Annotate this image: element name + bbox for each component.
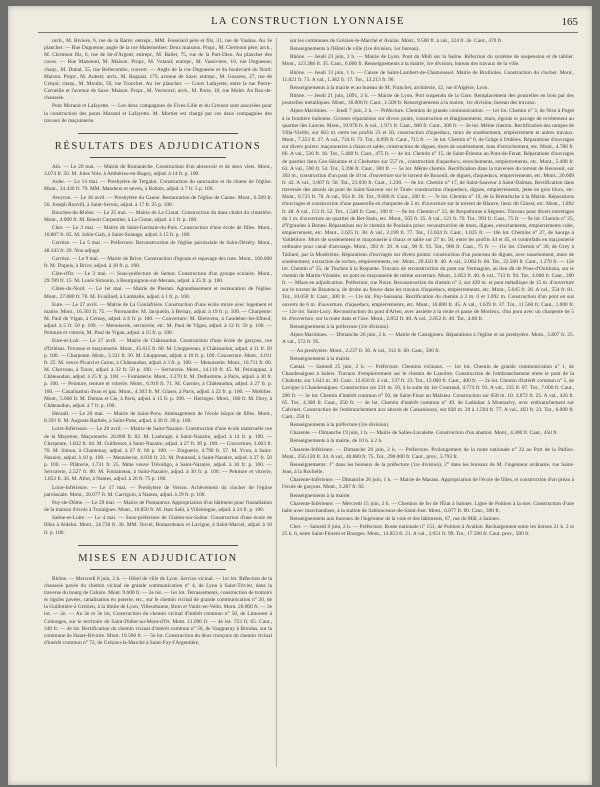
- result-entry: Aube. — Le 14 mai. — Presbytère de Tergalot. Construction du sanctuaire et du chœur de l'église. Mont., 34.430 fr. 79. MM. Mandeux et neveu, à Bobois, adjud. à 7 fr. 5 p. 100.: [44, 179, 272, 193]
- result-entry: Cher. — Le 3 mai. — Mairie de Saint-Germain-du-Puis. Construction d'une école de filles. Mont., 16.867 fr. 85. M. Jobin-Galy, à Saint-Solange, adjud. à 15 fr. p. 100.: [44, 225, 272, 239]
- tender-entry: Renseignements à la préfecture (1re division).: [290, 422, 390, 429]
- section-divider: [90, 569, 227, 570]
- result-entry: Saône-et-Loire. — Le 4 mai. — Sous-préfecture de Chalon-sur-Saône. Construction d'une école de filles à Aldelot. Mont., 24.730 fr. 36. MM. Tercel, Bonnardeaux et Lavigne, à Saint-Marcel, adjud. à 10 fr. p. 100.: [44, 515, 272, 536]
- journal-page: [8, 6, 592, 785]
- tender-entry: Renseignements à la mairie.: [290, 492, 351, 499]
- tender-entry: Rhône. — Jeudi 23 juin, 2 h. — Mairie de Lyon. Pont du Midi sur la Saône. Réfection du système de suspension et de tablier. Mont., 123.386 fr. 35. Caut., 6.000 fr. Renseignements à la mairie, 1re division, bureau des travaux de la ville.: [282, 54, 574, 68]
- mises-list: [44, 576, 272, 648]
- result-entry: Loire-Inférieure. — Le 17 mai. — Presbytère de Vertou. Achèvement du clocher de l'église paroissiale. Mont., 20.677 fr. M. Carrigoin, à Nantes, adjud. à 29 fr. p. 100.: [44, 484, 272, 498]
- result-entry: Eure-et-Loir. — Le 27 avril. — Mairie de Châteaudun. Construction d'une école de garçons, rue d'Orléans. Terrasse et maçonnerie. Mont., 45.615 fr. 60. M. Lhuppereau, à Châteaudun, adjud. à 11 fr. 50 p. 100. — Charpente. Mont., 3.321 fr. 30. M. Lhuppreau, adjud. à 10 fr. p. 100. Couverture. Mont., 4.011 fr. 25. M. veuve Picard et Caron, à Châteaudun, adjud. à 3 fr. p. 100. — Menuiserie. Mont., 10.711 fr. 80. M. Cherveau, à Tours, adjud. à 32 fr. 50 p. 100. — Serrurerie. Mont., 14.110 fr. 45. M. Peinlappaz, à Châteaudun, adjud. à 25 fr. p. 100. — Fumisterie. Mont., 3.270 fr. M. Delhomme, à Paris, adjud. à 30 fr. p. 100. — Peinture, tenture et vitrerie. Mont., 6.910 fr. 71. M. Garnier, à Châteaudun, adjud. à 27 fr. p. 100. — Canalisation d'eau et gaz. Mont., 4.303 fr. M. Glaser, à Paris, adjud. à 22 fr. p. 100. — Mobilier. Mont., 5.666 fr. M. Dumas et Cie, à Paris, adjud. à 15 fr. p. 100. — Horloges. Mont., 180 fr. M. Dory, à Châteaudun, adjud. à 7 fr. p. 100.: [44, 338, 272, 409]
- section-divider: [78, 133, 238, 134]
- result-entry: Ain. — Le 20 mai. — Mairie de Romanèche. Construction d'un abreuvoir et de deux viets. Mont., 3.074 fr. 56. M. Jules Voie, à Ambérieu-en-Bugey, adjud. à 14 fr. p. 100.: [44, 163, 272, 178]
- left-column: [44, 38, 272, 767]
- result-entry: Corrèze. — Le 9 mai. — Mairie de Brive. Construction d'égouts et repavage des rues. Mont., 160.000 fr. M. Dupuis, à Brive, adjud. à 18 fr. p. 100.: [44, 255, 272, 269]
- tender-entry: Renseignements aux bureaux de l'ingénieur de la voie et des bâtiments, 67, rue du Mâl, à Saintes.: [290, 516, 500, 522]
- results-section-title: RÉSULTATS DES ADJUDICATIONS: [54, 140, 262, 152]
- section-divider: [90, 157, 227, 158]
- tender-entry: Alpes-Maritimes. — Jeudi 7 juin, 2 h. — Préfecture. Chemins de grande communication. — 1er lot. Chemin n° 3, de Nice à Puget à la frontière italienne. Grosses réparations sur divers ponts, construction et élargissements, murs, égouts et pavage de revêtement au quartier des Lauves. Mont., 10.970 fr. A val., 1.971 fr. Caut., 600 fr. Caut., 300 fr. — 2e lot. Même chemin. Rectification des rampes de Villa-Vieille, sur 663 m. entre les profils 23 et 50, construction d'aqueducs, murs de soutènement, empierrement et autres travaux. Mont., 7.353 fr. 27. A val., 734 fr. 73. Tot., 8.099 fr. Caut., 715 fr. — 3e lot. Chemin n° 6, de Grâge à Ordères. Réparations d'ouvrages sur divers points: maçonneries à chaux et sable, construction de digues, murs de soutènement, tous d'enrochement, etc. Mont., 4.786 fr. 86. A val., 536 fr. 18. Tot., 5.408 fr. Caut., 475 fr. — 4e lot. Chemin n° 15, de Saint-Étienne au Pont-de-Fenat. Réparations d'ouvrages de quartier dans Ceo-Sézanne et à Chebottes sur 557 m., construction d'aqueducs, enrochements, empierrements, etc. Mont., 5.408 fr. 63. A val., 590 fr. 54. Tot., 5.398 fr. Caut., 300 fr. — 5e lot. Même chemin. Rectification dans la traversée du torrent de Beuxeuil, sur 303 m., construction d'un pont de 10 m. d'ouverture sur le torrent de Buxeuil, de digues, d'aqueducs, empierrements, etc. Mont., 20.609 fr. 42. A val., 3.007 fr. 58. Tot., 23.030 fr. Caut., 1.230. — 6e lot. Chemin n° 17, de Saint-Sauveur à Saint-Dalmas. Rectification dans traversée des abords du pont de Saint-Sauveur sur le Tinée: construction d'aqueducs, digues, empierrements, jetée en gros blocs, etc. Mont., 8.725 fr. 70. A val., 954 fr. 30. Tot., 9.680 fr. Caut., 200 fr. — 7e lot. Chemin n° 19, de la Bréménche à la Mairie. Réparations d'ouvrages et construction d'une passerelle en charpente de 5 m. d'ouverture sur le torrent de Blauve, lieux dit Ginest, etc. Mont., 1.892 fr. 48. A val., 151 fr. 52. Tot., 1.540 fr. Caut., 100 fr. — 8e lot. Chemin n° 22, de Roquebrune à Ségrens. Travaux pour divers entrelages du 1 m. d'ouverture au quartier de Bet-Stain, etc. Mont., 565 fr. 25. A val., 121 fr. 70. Tot., 993 fr. Caut., 75 fr. — 9e lot. Chemin n° 25, d'Ygrandes à Bonne. Réparations sur le chemin de Poulains prise: reconstruction de murs, digues, enrochements, empierrements cube, empierrement, etc. Mont., 3.625 fr. 38. A val., 2.199 fr. 77. Tot., 13.024 fr. Caut., 1.025 fr. — 10e lot. Chemins n° 27, de Saorge à Valdeblore. Murs de soutènement et maçonnerie à chaux et sable sur 27 m. 50, entre les profils 44 et 45, et contrefaits en maçonnerie ordinaire pour canal d'arrosage. Mont., 393 fr. 39. A val., 90 fr. 93. Tot., 900 fr. Caut., 75 fr. — 11e lot. Chemin n° 30, de Grey à Taillaré, par la Modériène. Réparations d'ouvrages sur divers points: construction d'un ponceau de digues, avec tassehoment, murs de soutènement, extraction de roches, empierrements, etc. Mont., 20.450 fr. 40. A val., 2.064 fr. 60. Tot., 22.500 fr. Caut., 1.270 fr. — 12e lot. Chemin n° 35, de Tinchen à la Roquette. Travaux de reconstruction du pont sur Vermaguie, au lieu dit de Pous-d'Ouldrana, sur le chemin de Martin-Vésubie, un pont en maçonnerie de même ouverture. Mont., 2.852 fr. 40. A val., 713 fr. 94. Tot., 4.060 fr. Caut., 200 fr. — Mises en adjudication. Préfecture, rue Noire. Reconstruction du chemin n° 2, sur 420 m. et pont métallique de 15 m. d'ouverture sur le torrent de Bisatenca, de droite au fleuve dans les travaux d'aqueducs, empierrements, etc. Mont., 5.045 fr. 26. A val., 554 fr. 81. Tot., 10.050 fr. Caut., 300 fr. — 11e lot. Puy-Saissana. Rectification du chemin à 2 m. 0 et 1.092 m. Construction d'un pont en sus ouverts de 6 m. d'ouverture, d'aqueducs, empierrements, etc. Mont., 10.800 fr. 45. A val., 1.629 fr. 37. Tot., 11.560 fr. Caut., 1.000 fr. — 12e lot. Saint-Lucy. Reconstruction du pont d'Arlen, avec assiette à la route et passe de Morieux, d'un pont avec un charpente de 5 m. d'ouverture, sur la route dans et l'axe. Mont., 2.852 fr. 40. A val., 2.852 fr. 40. Tot., 4.00 fr.: [282, 108, 574, 322]
- column-divider: [276, 38, 277, 767]
- tender-entry: Renseignements à l'Hôtel de ville (1re division, 1er bureau).: [290, 46, 420, 53]
- result-entry: Eure. — Le 27 avril. — Mairie de La Goulafrière. Construction d'une école mixte avec logement et mairie. Mont., 16.303 fr. 75. — Normandie: M. Jacquelin, à Bernay, adjud. à 19 fr. p. 100. — Charpente: M. Paul de Vigan, à Cernay, adjud. à 8 fr. p. 100. — Couverture: M. Bienvenu, à Caudebec-les-Elbeuf, adjud. à 5 fr. 50 p. 100. — Menuiserie, serrurerie, etc. M. Paul de Vigan, adjud. à 12 fr. 50 p. 100. — Peinture et vitrerie, M. Paul de Vigan, adjud. à 15 fr. p. 100.: [44, 301, 272, 337]
- running-title: LA CONSTRUCTION LYONNAISE: [211, 16, 405, 27]
- tender-entry: sur les communes de Grézieu-le-Marché et Avaize. Mont., 9.500 fr. à val., 224 fr. 2e. Caut., 470 fr.: [290, 38, 503, 44]
- result-entry: Côte-d'Or. — Le 3 mai. — Sous-préfecture de Semur. Construction d'un groupe scolaire. Mont., 29.789 fr. 15. M. Louis Simonin, à Bourguignon-sur-Merans, adjud. à 25 fr. p. 100.: [44, 271, 272, 285]
- result-entry: Corrèze. — Le 5 mai. — Préfecture. Reconstruction de l'église paroissiale de Saint-Dézéry. Mont., 48.343 fr. 20. Non adjugé.: [44, 240, 272, 254]
- tender-entry: Rhône. — Jeudi 13 juin, 1 h. — Caisse de Saint-Lambert-de-Chamoussel. Mairie de Brullioles. Construction du clocher. Mont., 11.821 fr. 73. A val., 1.382 fr. 17. Tot., 13.213 fr. 90.: [282, 69, 574, 83]
- result-entry: Hérault. — Le 20 mai. — Mairie de Saint-Pons. Aménagement de l'école laïque de filles. Mont., 6.393 fr. M. Auguste Barthès, à Saint-Pons, adjud. à 30 fr. 20 p. 100.: [44, 411, 272, 425]
- page-number: 165: [561, 16, 578, 28]
- result-entry: Bouches-du-Rhône. — Le 25 mai. — Mairie de La Ciotat. Construction du dans chalet du cimetière. Mont., 4.000 fr. M. Benoit Carpentier, à La Ciotat, adjud. à 1 fr. p. 100.: [44, 209, 272, 223]
- tender-entry: Cher. — Samedi 9 juin, 2 h. — Préfecture. Route nationale n° 151, de Poitiers à Avallon. Rechargement entre les bornes 21 k. 2 et 25 k. 6, entre Saint-Florent et Bourges. Mont., 14.853 fr. 21. A val., 3.051 fr. 99. Tot., 17.500 fr. Caut. prov., 500 fr.: [282, 524, 574, 538]
- left-top-text: [44, 38, 272, 125]
- result-entry: Loire-Inférieure. — Le 20 avril. — Mairie de Saint-Nazaire. Construction d'une école maternelle rue de la Mayenne, Maçonnerie. 26.806 fr. 82. M. Laubrage, à Saint-Nazaire, adjud. à 14 fr. p. 100. — Charpente, 1.832 fr. 64. M. Guillemot, à Saint-Nazaire, adjud. à 27 fr. 30 p. 100. — Couverture, 3.063 fr. 70. M. Simon, à Chantenay, adjud. à 27 fr. 60 p. 100. — Zinguerie, 4.790 fr. 57. M. Yvon, à Saint-Nazaire, adjud. à 10 p. 100. — Menuiserie, 4.036 fr. 23. M. Prautaud, à Saint-Nazaire, adjud. à 27 fr. 50 p. 100. — Plâtrerie, 1.731 fr. 25. Mme veuve Trévaligo, à Saint-Nazaire, adjud. à 30 fr. p. 100. — Serrurerie, 2.527 fr. 80. M. Fontaineau, à Saint-Nazaire, adjud. à 30 fr. p. 100. — Peinture et vitrerie, 1.853 fr. 36. M. Allot, à Nantes, adjud. à 20 fr. 75 p. 100.: [44, 426, 272, 483]
- tender-entry: Charente. — Dimanche 19 juin, 1 h. — Mairie de Salles-Lavalette. Construction d'un abattoir. Mont., 4.300 fr. Caut., 450 fr.: [290, 430, 558, 437]
- tender-entry: Renseignements: 1° dans les bureaux de la préfecture (1re division), 2° dans les bureaux de M. l'ingénieur ordinaire, rue Saint-Jean, à la Rochelle.: [282, 461, 574, 476]
- tender-entry: Alpes-Maritimes. — Dimanche 26 juin, 2 h. — Mairie de Castagniers. Réparations à l'église et au presbytère. Mont., 5.807 fr. 25. A val., 572 fr. 95.: [282, 332, 574, 346]
- tender-entry: Charente-Inférieure. — Dimanche 26 juin, 1 h. — Mairie de Marans. Appropriation de l'école de filles, et construction d'un préau à l'école de garçons. Mont., 3.287 fr. 92.: [282, 477, 574, 491]
- news-paragraph: Pont Morand et Lafayette. — Les deux compagnies de Fives-Lille et du Creusot sont associées pour la construction des ponts Morand et Lafayette. M. Mortier est chargé par ces deux compagnies des travaux de maçonnerie.: [44, 103, 272, 124]
- mises-section-title: MISES EN ADJUDICATION: [78, 552, 238, 564]
- tender-entry: Rhône. — Mercredi 8 juin, 2 h. — Hôtel de ville de Lyon. Service vicinal. — 1er lot. Réfection de la chaussée pavée du chemin vicinal de grande communication n° 4, de Lyon à Saint-Trivier, dans la traverse du bourg de Caluire. Mont. 9.600 fr. — 2e lot. — 1er lot. Terrassements, construction de trottoirs et rigoles pavées, canalisation en poterie, etc., sur le chemin vicinal de grande communication n° 20, de la Guillotière à Grézieu, à la limite de Lyon, Villeurbanne, Bron et Vaulx-en-Velin. Mont. 20.000 fr. — 3e lot. — 2e. — Au 2e et 3e lot, Construction du chemin vicinal d'intérêt commun n° 58, de Limonest à Collonges, sur le territoire de Saint-Didier-au-Mont-d'Or. Mont. 11.090 fr. — 4e lot. 723 fr. 65. Caut., 340 fr. — 4e lot. Rectification du chemin vicinal d'intérêt commun n° 56, de Vaugneray à Brindas, sur la commune de Haute-Rivoire. Mont. 10.500 fr. — 5e lot. Construction du deux tronçons du chemin vicinal d'intérêt commun n° 72, de Grézieu-la-Marché à Saint-Foy-l'Argentière,: [44, 575, 272, 647]
- tender-entry: Charente-Inférieure. — Mercredi 15 juin, 2 h. — Chemins de fer de l'État à Saintes. Ligne de Poitiers à la mer. Construction d'une halte avec marchandises, à la station de Sablonceaux-de-Saint-Just. Mont., 6.077 fr. 60. Caut., 300 fr.: [282, 500, 574, 514]
- tender-entry: Renseignements à la préfecture (1re division).: [290, 324, 390, 331]
- news-paragraph: orch., M. Riviere, 6, rue de la Barre; entrepr., MM. Fesselard père et fils, 31, rue de Vaubas. Au 3e plancher. — Rue Duguesne, angle de la rue Malesherbes: Deux maisons. Propr., M. Clermont père; arch., M. Clermont fils, 6, rue de Ist-d'Argent; entrepr., M. Ballet, 75, rue de la Part-Dieu. Au plancher des caves. — Rue Mazenod, M. Maison. Propr., M. Voland; entrepr., M. Vassiviere, 16, rue Duguesne; charp., M. Dubal, 55, rue Bellecombe, couvert. — Angle de la rue Duguesne et du boulevard du Nord: Maison. Propr., M. Aubert; arch., M. Roguiat, 179, avenue de Saxe; entrepr., M. Gossens, 27, rue de Créqui; charp., M. Moulin, 50, rue Tronchet. Au 1er plancher. — Cours Lafayette, entre la rue Pierre-Corneille et l'avenue de Saxe: Maison. Propr., M. Vermorel; arch., M. Porte, 18, rue Molet. Au Rez-de-chaussée.: [44, 38, 272, 102]
- tender-entry: Renseignements à la mairie et au bureau de M. Franchet, architecte, 12, rue d'Algérie, Lyon.: [290, 84, 489, 91]
- results-list: [44, 164, 272, 537]
- right-text: [282, 38, 574, 538]
- right-column: [282, 38, 574, 767]
- section-divider: [78, 545, 238, 546]
- tender-entry: Cantal. — Samedi 25 juin, 2 h. — Préfecture. Chemins vicinaux. — 1er lot. Chemin de grande communication n° 1, de Chaudesaigues à Salers. Travaux d'empierrement sur le chemin de Lanobre. Construction de l'embranchement entre le pont de la Chabotte, sur 1.643 m. 30. Caut., 12.050 fr. à val., 137 fr. 23. Tot., 13.000 fr. Caut., 400 fr. — 2e lot. Chemin d'intérêt commun n° 5, de Lavigne à Chaudesaigues. Construction sur 231 m. 50, à la suite du 1er Courtaud, 4.774 fr. 93. A val., 235 fr. 07. Tot., 7.000 fr. Caut., 200 fr. — 3e lot. Chemin d'intérêt commun n° 50, de Saint-Flour au Malzieu. Construction sur 658 m. 10. 3.872 fr. 25. A val., 426 fr. 65. Tot., 4.300 fr. Caut., 250 fr. — 4e lot. Chemin d'intérêt commun n° 49, de Ladinhac à Montsalvy, avec embranchement sur Calvinet. Construction de l'embranchement aux abords de Cassaniouze, sur 820 m. 20 à 1.594 fr. 77. A val., 403 fr. 23. Tot., 6.000 fr. Caut., 250 fr.: [282, 363, 574, 420]
- tender-entry: Renseignements à la mairie, de 10 h. à 2 h.: [290, 438, 383, 445]
- tender-entry: Renseignements à la mairie.: [290, 355, 351, 362]
- tender-entry: Rhône. — Jeudi 21 juin, 1891, 2 h. — Mairie de Lyon. Port suspendu de la Gare. Remplacement des poutrelles en bois par des poutrelles métalliques. Mont., 36.000 fr. Caut., 1.500 fr. Renseignements à la mairie, 1re division, bureau des travaux.: [282, 93, 574, 107]
- result-entry: Côtes-du-Nord. — Le 1er mai. — Mairie de Plestan. Agrandissement et restauration de l'église. Mont., 27.080 fr. 78. M. Evaillard, à Lamballe, adjud. à 1 fr. p. 100.: [44, 286, 272, 300]
- tender-entry: Charente-Inférieure. — Dimanche 26 juin, 2 h. — Préfecture. Prolongement de la route nationale n° 22 au Port de la Pallice. Mont., 256.120 fr. 34. A val., 40.880 fr. 75. Tot., 298.000 fr. Caut., prov., 5.793 fr.: [282, 446, 574, 460]
- result-entry: Aveyron. — Le 18 avril. — Presbytère du Caune. Restauration de l'église de Caune. Mont., 6.589 fr. 56. Joseph Rouvill, à Saint-Sernin, adjud. à 17 fr. 25 p. 100.: [44, 194, 272, 208]
- tender-entry: — Au presbytère. Mont., 2.237 fr. 30. A val., 312 fr. 60. Caut., 500 fr.: [290, 347, 440, 354]
- result-entry: Puy-de-Dôme. — Le 29 mai. — Mairie de Pontaumur. Appropriation d'un bâtiment pour l'installation de la maison d'école à Trolaigues. Mont., 10.850 fr. M. Jean Sabi, à Villelongue, adjud. à 24 fr. p. 100.: [44, 499, 272, 514]
- page-header: [38, 16, 578, 33]
